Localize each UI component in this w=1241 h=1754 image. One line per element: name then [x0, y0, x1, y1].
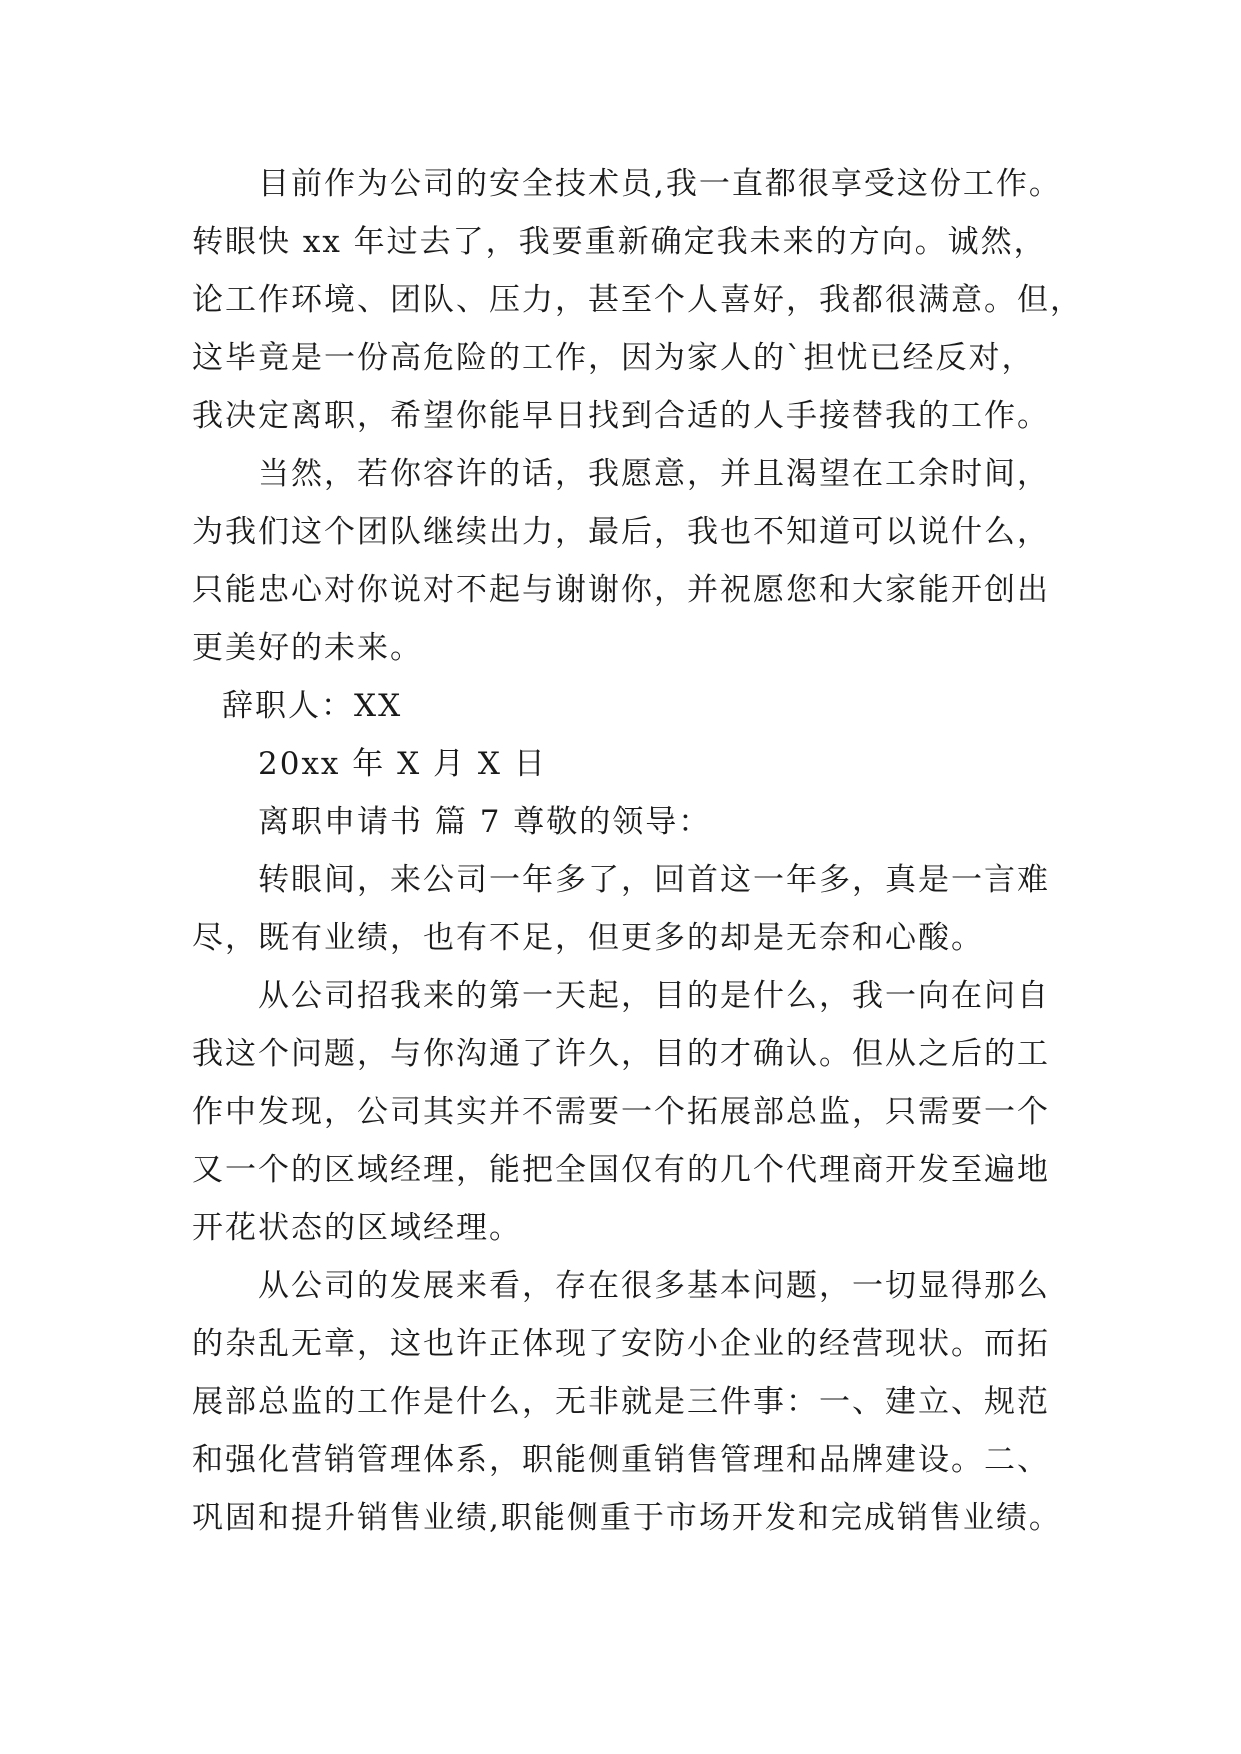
text-line: 和强化营销管理体系，职能侧重销售管理和品牌建设。二、: [192, 1442, 1050, 1478]
text-line: 的杂乱无章，这也许正体现了安防小企业的经营现状。而拓: [192, 1326, 1050, 1362]
text-line: 从公司招我来的第一天起，目的是什么，我一向在问自: [258, 978, 1050, 1014]
text-line: 尽，既有业绩，也有不足，但更多的却是无奈和心酸。: [192, 920, 984, 956]
text-line: 只能忠心对你说对不起与谢谢你，并祝愿您和大家能开创出: [192, 572, 1050, 608]
signature-line: 辞职人：XX: [222, 688, 403, 724]
text-line: 这毕竟是一份高危险的工作，因为家人的`担忧已经反对，: [192, 340, 1035, 376]
section-heading: 离职申请书 篇 7 尊敬的领导：: [258, 804, 712, 840]
text-line: 从公司的发展来看，存在很多基本问题，一切显得那么: [258, 1268, 1050, 1304]
text-line: 又一个的区域经理，能把全国仅有的几个代理商开发至遍地: [192, 1152, 1050, 1188]
text-line: 我这个问题，与你沟通了许久，目的才确认。但从之后的工: [192, 1036, 1050, 1072]
text-line: 开花状态的区域经理。: [192, 1210, 522, 1246]
text-line: 展部总监的工作是什么，无非就是三件事：一、建立、规范: [192, 1384, 1050, 1420]
text-line: 巩固和提升销售业绩,职能侧重于市场开发和完成销售业绩。: [192, 1500, 1062, 1536]
date-line: 20xx 年 X 月 X 日: [258, 746, 547, 782]
text-line: 转眼快 xx 年过去了，我要重新确定我未来的方向。诚然，: [192, 224, 1047, 260]
text-line: 当然，若你容许的话，我愿意，并且渴望在工余时间，: [258, 456, 1050, 492]
text-line: 论工作环境、团队、压力，甚至个人喜好，我都很满意。但，: [192, 282, 1083, 318]
text-line: 为我们这个团队继续出力，最后，我也不知道可以说什么，: [192, 514, 1050, 550]
text-line: 作中发现，公司其实并不需要一个拓展部总监，只需要一个: [192, 1094, 1050, 1130]
text-line: 目前作为公司的安全技术员,我一直都很享受这份工作。: [258, 166, 1062, 202]
text-line: 更美好的未来。: [192, 630, 423, 666]
text-line: 转眼间，来公司一年多了，回首这一年多，真是一言难: [258, 862, 1050, 898]
text-line: 我决定离职，希望你能早日找到合适的人手接替我的工作。: [192, 398, 1050, 434]
